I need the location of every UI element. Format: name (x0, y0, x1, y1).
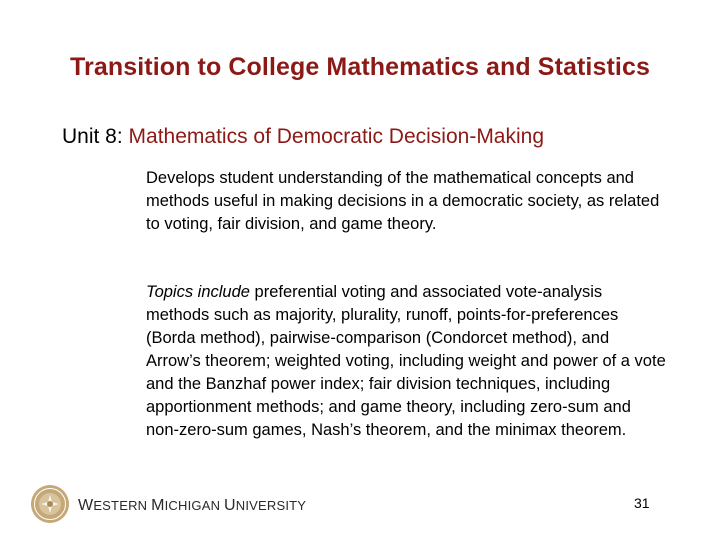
page-number: 31 (634, 495, 650, 511)
unit-prefix: Unit 8: (62, 125, 123, 148)
topics-text: preferential voting and associated vote-analysis methods such as majority, plurality, runoff, points-for-preferences (Borda method), pairwise-comparison (Condorcet method), and Arrow’s theorem; weighted voting, including weight and power of a vote and the Banzhaf power index; fair division techniques, including apportionment methods; and game theory, including zero-sum and non-zero-sum games, Nash’s theorem, and the minimax theorem. (146, 283, 666, 439)
topics-paragraph (146, 281, 666, 442)
slide-title: Transition to College Mathematics and Statistics (70, 53, 650, 81)
description-paragraph: Develops student understanding of the mathematical concepts and methods useful in making decisions in a democratic society, as related to voting, fair division, and game theory. (146, 169, 660, 233)
university-seal-icon (30, 484, 70, 524)
unit-name: Mathematics of Democratic Decision-Making (128, 125, 545, 148)
university-wordmark: WESTERN MICHIGAN UNIVERSITY (78, 497, 307, 514)
topics-lead: Topics include (146, 283, 250, 301)
unit-heading (62, 125, 544, 149)
